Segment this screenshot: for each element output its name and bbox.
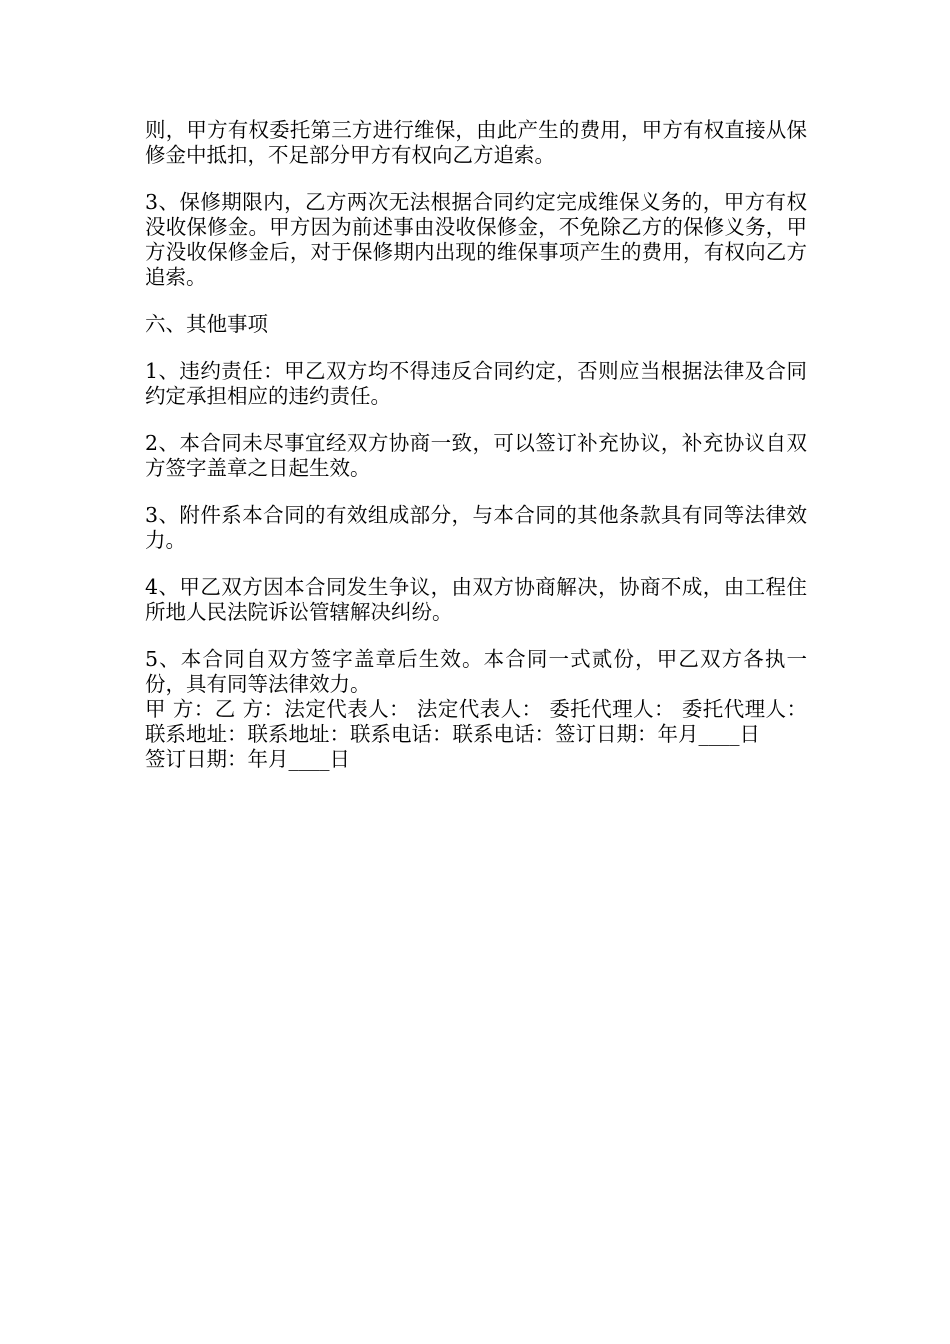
paragraph-clause-4-disputes: 4、甲乙双方因本合同发生争议，由双方协商解决，协商不成，由工程住所地人民法院诉讼管辖解决纠纷。	[145, 575, 807, 624]
signing-date-line: 签订日期：年月____日	[145, 747, 350, 771]
paragraph-clause-5-effect: 5、本合同自双方签字盖章后生效。本合同一式贰份，甲乙双方各执一份，具有同等法律效力。	[145, 647, 807, 696]
paragraph-clause-2-supplement: 2、本合同未尽事宜经双方协商一致，可以签订补充协议，补充协议自双方签字盖章之日起生效。	[145, 431, 807, 480]
document-page	[145, 118, 814, 772]
paragraph-continuation: 则，甲方有权委托第三方进行维保，由此产生的费用，甲方有权直接从保修金中抵扣，不足部分甲方有权向乙方追索。	[145, 118, 807, 167]
paragraph-clause-3-attachments: 3、附件系本合同的有效组成部分，与本合同的其他条款具有同等法律效力。	[145, 503, 807, 552]
paragraph-clause-3-warranty: 3、保修期限内，乙方两次无法根据合同约定完成维保义务的，甲方有权没收保修金。甲方因为前述事由没收保修金，不免除乙方的保修义务，甲方没收保修金后，对于保修期内出现的维保事项产生的费用，有权向乙方追索。	[145, 190, 807, 289]
paragraph-clause-1-liability: 1、违约责任：甲乙双方均不得违反合同约定，否则应当根据法律及合同约定承担相应的违约责任。	[145, 359, 807, 408]
section-heading-other-matters: 六、其他事项	[145, 312, 268, 336]
signature-block: 甲 方：乙 方：法定代表人： 法定代表人： 委托代理人： 委托代理人： 联系地址：联系地址：联系电话：联系电话：签订日期：年月____日	[145, 697, 814, 746]
